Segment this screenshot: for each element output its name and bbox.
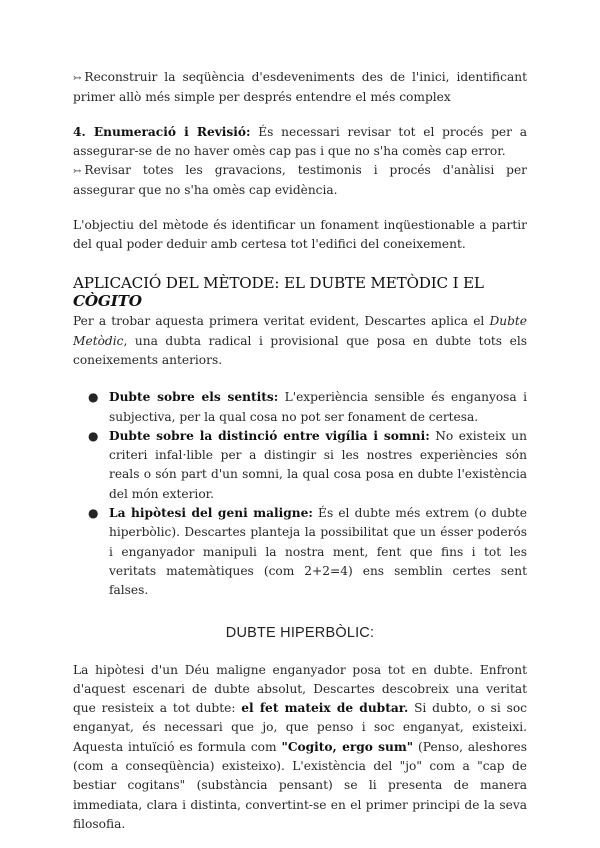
reconstruction-text: Reconstruir la seqüència d'esdeveniments des de l'inici, identificant primer allò més simple per després entendre el més complex (73, 70, 527, 105)
section-heading (73, 274, 527, 310)
list-item-title: Dubte sobre els sentits: (109, 390, 279, 405)
final-bold-1: el fet mateix de dubtar. (241, 701, 409, 716)
objective-paragraph: L'objectiu del mètode és identificar un fonament inqüestionable a partir del qual poder deduir amb certesa tot l'edifici del coneixement. (73, 217, 527, 252)
bullet-icon: ● (88, 428, 99, 443)
list-item (73, 388, 527, 427)
list-item-text: És el dubte més extrem (o dubte hiperbòlic). Descartes planteja la possibilitat que un ésser poderós i enganyador manipuli la nostra ment, fent que fins i tot les veritats matemàtiques (com 2+2=4) ens semblin certes sent falses. (109, 506, 527, 598)
final-bold-2: "Cogito, ergo sum" (281, 739, 414, 754)
intro-text-end: , una dubta radical i provisional que posa en dubte tots els coneixements anteriors. (73, 333, 527, 367)
intro-italic: Dubte Metòdic (73, 314, 527, 348)
final-paragraph (73, 661, 527, 835)
subheading: DUBTE HIPERBÒLIC: (225, 624, 375, 641)
arrow-icon: ↣ (73, 166, 82, 178)
enumeration-text: És necessari revisar tot el procés per a assegurar-se de no haver omès cap pas i que no s'ha comès cap error. (73, 124, 527, 158)
list-item-title: La hipòtesi del geni maligne: (109, 506, 313, 521)
section-heading-text: APLICACIÓ DEL MÈTODE: EL DUBTE METÒDIC I EL (73, 274, 484, 293)
list-item-text: L'experiència sensible és enganyosa i subjectiva, per la qual cosa no pot ser fonament de certesa. (109, 390, 527, 424)
final-text-1: La hipòtesi d'un Déu maligne enganyador posa tot en dubte. Enfront d'aquest escenari de dubte absolut, Descartes descobreix una veritat que resisteix a tot dubte: (73, 662, 527, 716)
list-item (73, 427, 527, 504)
intro-text-start: Per a trobar aquesta primera veritat evident, Descartes aplica el (73, 314, 490, 329)
section-heading-italic: CÒGITO (73, 292, 142, 311)
bullet-icon: ● (88, 390, 99, 405)
revision-example-text: Revisar totes les gravacions, testimonis i procés d'anàlisi per assegurar que no s'ha omès cap evidència. (73, 163, 527, 198)
arrow-icon: ↣ (73, 73, 82, 84)
final-text-2: Si dubto, o si soc enganyat, és necessari que jo, que penso i soc enganyat, existeixi. Aquesta intuïció es formula com (73, 701, 527, 754)
list-item-title: Dubte sobre la distinció entre vigília i somni: (109, 428, 430, 443)
doubt-list (73, 388, 527, 600)
list-item (73, 504, 527, 600)
document-page (73, 68, 527, 834)
intro-paragraph (73, 312, 527, 370)
revision-example-paragraph (73, 161, 527, 201)
enumeration-paragraph (73, 123, 527, 162)
enumeration-title: 4. Enumeració i Revisió: (73, 124, 251, 139)
bullet-icon: ● (88, 506, 99, 521)
final-text-3: (Penso, aleshores (com a conseqüència) existeixo). L'existència del "jo" com a "cap de bestiar cogitans" (substància pensant) se li presenta de manera immediata, clara i distinta, convertint-se en el primer principi de la seva filosofia. (73, 739, 527, 831)
reconstruction-paragraph (73, 68, 527, 108)
list-item-text: No existeix un criteri infal·lible per a distingir si les nostres experiències són reals o són part d'un somni, la qual cosa posa en dubte l'existència del món exterior. (109, 428, 527, 501)
